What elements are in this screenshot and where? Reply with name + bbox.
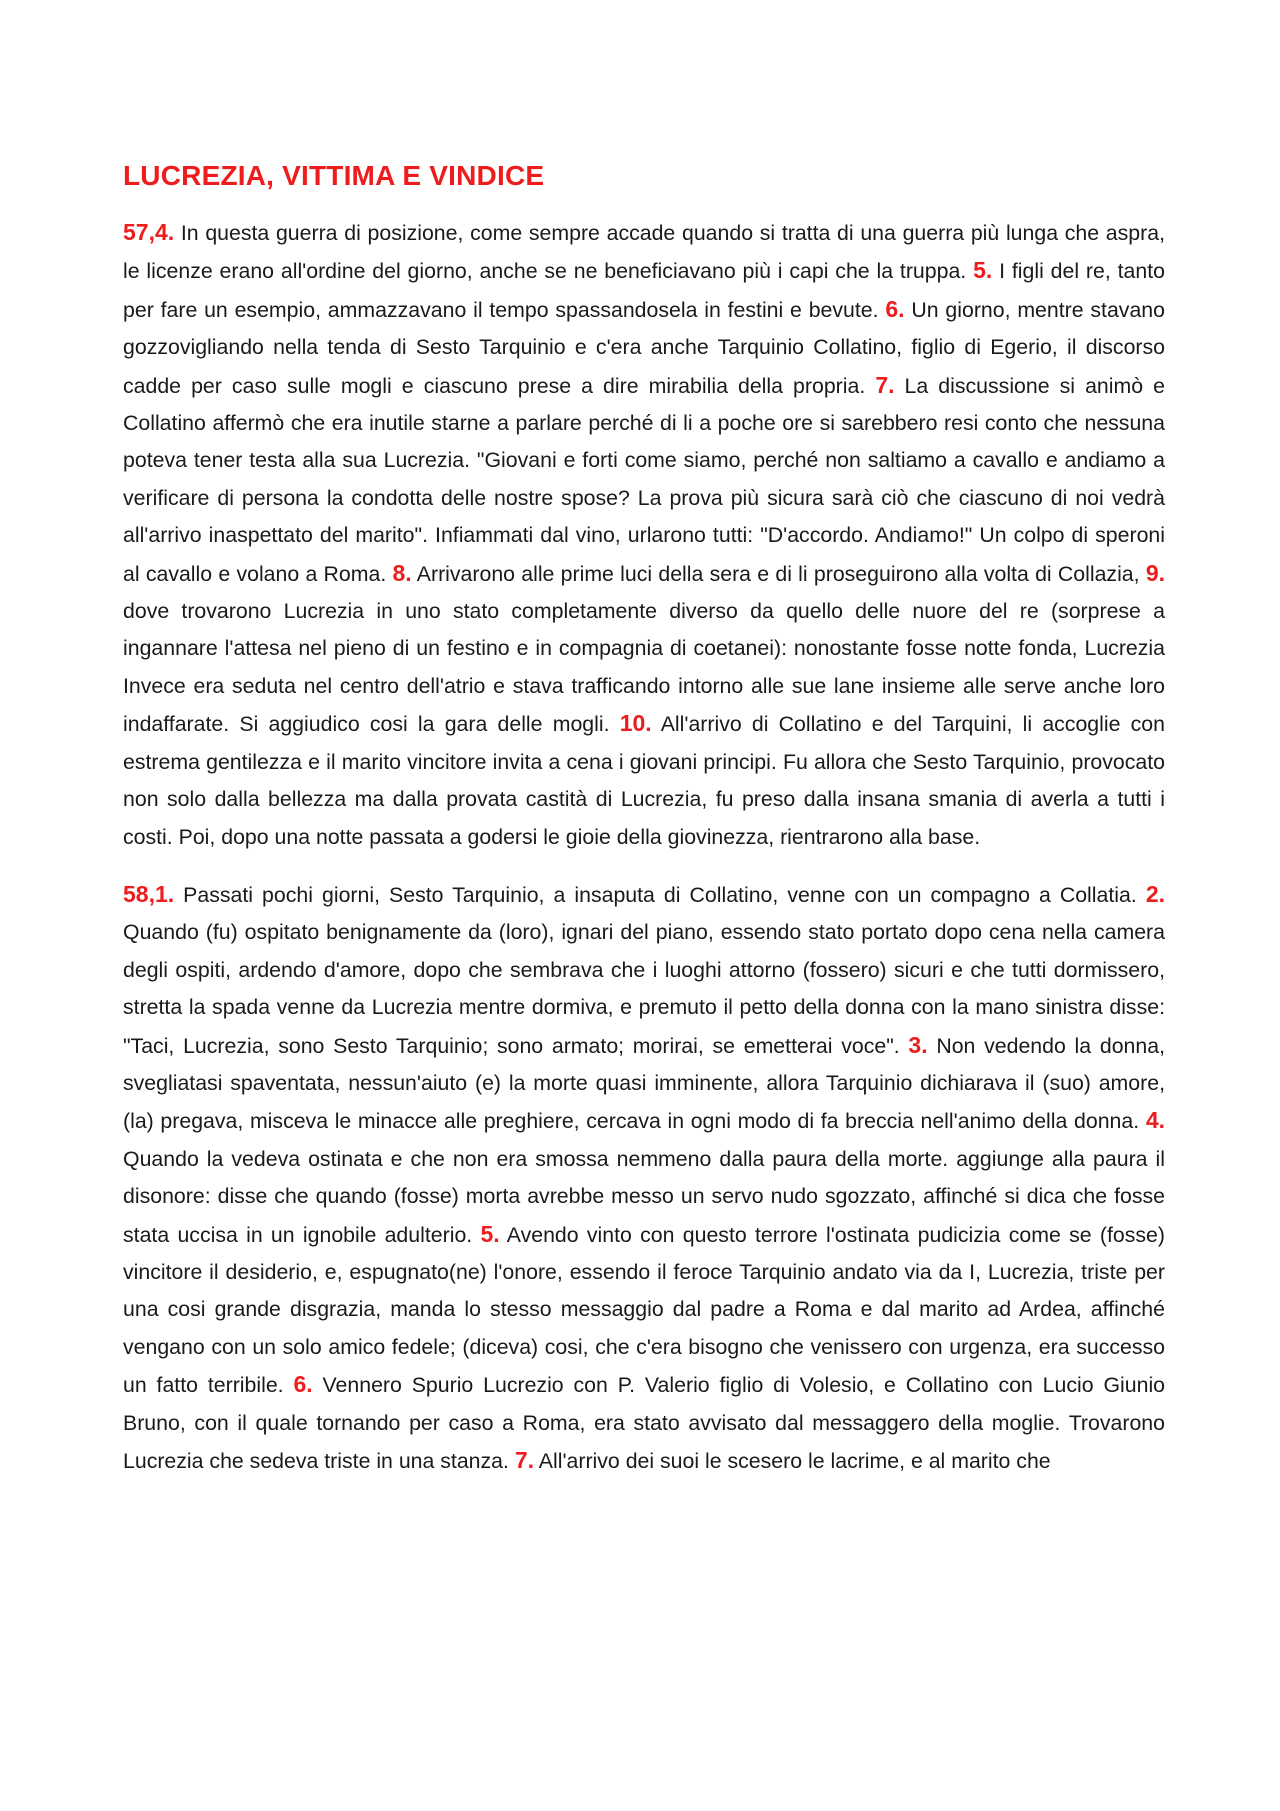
section-text: All'arrivo di Collatino e del Tarquini, li accoglie con estrema gentilezza e il marito vincitore invita a cena i giovani principi. Fu allora che Sesto Tarquinio, provocato non solo dalla bellezza ma dalla provata castità di Lucrezia, fu preso dalla insana smania di averla a tutti i costi. Poi, dopo una notte passata a godersi le gioie della giovinezza, rientrarono alla base. — [123, 712, 1165, 849]
section-marker: 6. — [293, 1371, 313, 1398]
section-marker: 7. — [875, 371, 895, 398]
section-marker: 5. — [973, 257, 993, 284]
section-text: I figli del re, tanto per fare un esempio, ammazzavano il tempo spassandosela in festini e bevute. — [123, 259, 1165, 322]
section-text: In questa guerra di posizione, come sempre accade quando si tratta di una guerra più lunga che aspra, le licenze erano all'ordine del giorno, anche se ne beneficiavano più i capi che la truppa. — [123, 221, 1165, 284]
section-text: La discussione si animò e Collatino affermò che era inutile starne a parlare perché di li a poche ore si sarebbero resi conto che nessuna poteva tener testa alla sua Lucrezia. "Giovani e forti come siamo, perché non saltiamo a cavallo e andiamo a verificare di persona la condotta delle nostre spose? La prova più sicura sarà ciò che ciascuno di noi vedrà all'arrivo inaspettato del marito". Infiammati dal vino, urlarono tutti: "D'accordo. Andiamo!" Un colpo di speroni al cavallo e volano a Roma. — [123, 373, 1166, 586]
section-text: Arrivarono alle prime luci della sera e di li proseguirono alla volta di Collazia, — [411, 561, 1146, 586]
section-text: Non vedendo la donna, svegliatasi spaventata, nessun'aiuto (e) la morte quasi imminente, allora Tarquinio dichiarava il (suo) amore, (la) pregava, misceva le minacce alle preghiere, cercava in ogni modo di fa breccia nell'animo della donna. — [123, 1033, 1165, 1134]
section-text: dove trovarono Lucrezia in uno stato completamente diverso da quello delle nuore del re (sorprese a ingannare l'attesa nel pieno di un festino e in compagnia di coetanei): nonostante fosse notte fonda, Lucrezia Invece era seduta nel centro dell'atrio e stava trafficando intorno alle sue lane insieme alle serve anche loro indaffarate. Si aggiudico cosi la gara delle mogli. — [123, 599, 1165, 737]
section-marker: 3. — [908, 1031, 928, 1058]
section-text: All'arrivo dei suoi le scesero le lacrime, e al marito che — [534, 1449, 1051, 1473]
section-marker: 10. — [619, 710, 652, 737]
section-text: Un giorno, mentre stavano gozzovigliando nella tenda di Sesto Tarquinio e c'era anche Tarquinio Collatino, figlio di Egerio, il discorso cadde per caso sulle mogli e ciascuno prese a dire mirabilia della propria. — [123, 297, 1165, 398]
section-marker: 7. — [514, 1447, 535, 1473]
section-text: Quando (fu) ospitato benignamente da (loro), ignari del piano, essendo stato portato dopo cena nella camera degli ospiti, ardendo d'amore, dopo che sembrava che i luoghi attorno (fossero) sicuri e che tutti dormissero, stretta la spada venne da Lucrezia mentre dormiva, e premuto il petto della donna con la mano sinistra disse: "Taci, Lucrezia, sono Sesto Tarquinio; sono armato; morirai, se emetterai voce". — [123, 920, 1165, 1058]
section-marker: 6. — [885, 295, 905, 322]
section-marker: 9. — [1145, 559, 1165, 586]
section-marker: 5. — [480, 1220, 500, 1247]
section-text: Quando la vedeva ostinata e che non era smossa nemmeno dalla paura della morte. aggiunge alla paura il disonore: disse che quando (fosse) morta avrebbe messo un servo nudo sgozzato, affinché si dica che fosse stata uccisa in un ignobile adulterio. — [123, 1146, 1165, 1247]
section-marker: 57,4. — [123, 219, 175, 245]
section-marker: 8. — [392, 559, 412, 586]
section-text: Passati pochi giorni, Sesto Tarquinio, a insaputa di Collatino, venne con un compagno a Collatia. — [174, 882, 1146, 907]
section-marker: 58,1. — [123, 880, 175, 907]
paragraph-chapter-58 — [123, 876, 1165, 1481]
document-title: LUCREZIA, VITTIMA E VINDICE — [123, 160, 545, 191]
paragraph-chapter-57 — [123, 214, 1165, 856]
section-text: Vennero Spurio Lucrezio con P. Valerio figlio di Volesio, e Collatino con Lucio Giunio Bruno, con il quale tornando per caso a Roma, era stato avvisato dal messaggero della moglie. Trovarono Lucrezia che sedeva triste in una stanza. — [123, 1373, 1166, 1473]
section-marker: 4. — [1145, 1107, 1165, 1134]
document-body — [123, 160, 1165, 1480]
section-marker: 2. — [1145, 880, 1165, 907]
section-text: Avendo vinto con questo terrore l'ostinata pudicizia come se (fosse) vincitore il desiderio, e, espugnato(ne) l'onore, essendo il feroce Tarquinio andato via da I, Lucrezia, triste per una cosi grande disgrazia, manda lo stesso messaggio dal padre a Roma e dal marito ad Ardea, affinché vengano con un solo amico fedele; (diceva) cosi, che c'era bisogno che venissero con urgenza, era successo un fatto terribile. — [123, 1222, 1165, 1398]
